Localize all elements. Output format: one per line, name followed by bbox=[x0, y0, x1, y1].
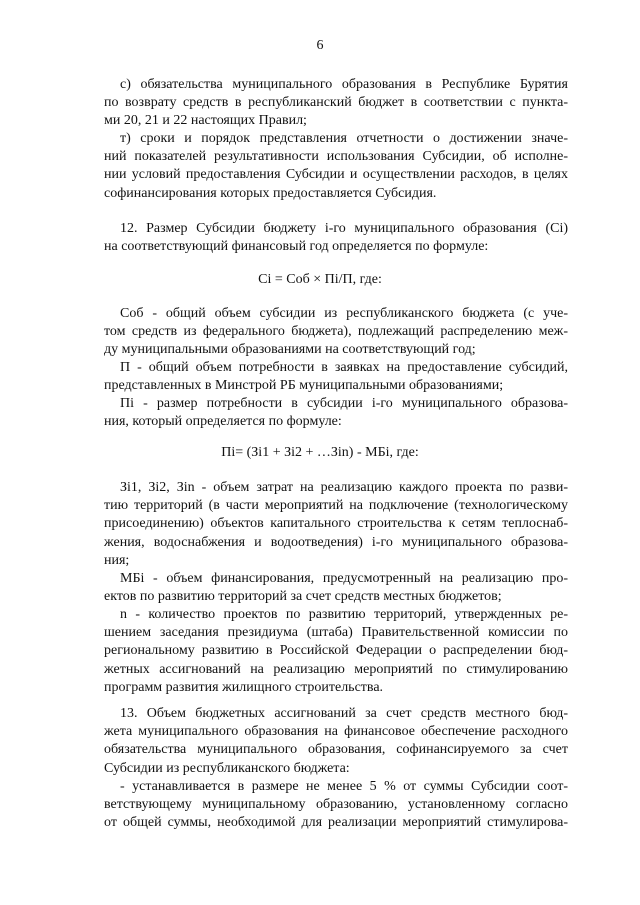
text-line: на соответствующий финансовый год определяется по формуле: bbox=[104, 239, 489, 255]
text-line: Субсидии из республиканского бюджета: bbox=[104, 760, 350, 776]
text-line: ний показателей результативности использования Субсидии, об исполне- bbox=[104, 149, 568, 165]
paragraph-section-12 bbox=[104, 220, 568, 256]
text-line: обязательства муниципального образования, софинансируемого за счет bbox=[104, 742, 568, 758]
page-number: 6 bbox=[316, 38, 324, 53]
text-line: шением заседания президиума (штаба) Правительственной комиссии по bbox=[104, 625, 568, 641]
text-line: региональному развитию в Российской Федерации о распределении бюд- bbox=[104, 643, 568, 659]
paragraph-section-13-bullet bbox=[104, 778, 568, 833]
text-line: нии условий предоставления Субсидии и осуществлении расходов, в целях bbox=[104, 167, 568, 183]
text-line: ми 20, 21 и 22 настоящих Правил; bbox=[104, 113, 307, 129]
definition-pi bbox=[104, 395, 568, 431]
formula-ci: Ci = Соб × Пi/П, где: bbox=[258, 272, 382, 287]
definition-n bbox=[104, 606, 568, 697]
text-line: 13. Объем бюджетных ассигнований за счет средств местного бюд- bbox=[120, 706, 568, 721]
text-line: жения, водоснабжения и водоотведения) i-го муниципального образова- bbox=[104, 534, 568, 550]
text-line: присоединению) объектов капитального строительства к сетям теплоснаб- bbox=[104, 516, 568, 532]
definition-p bbox=[104, 359, 568, 395]
text-line: т) сроки и порядок представления отчетности о достижении значе- bbox=[120, 131, 568, 146]
text-line: Пi - размер потребности в субсидии i-го муниципального образова- bbox=[120, 396, 568, 411]
text-line: программ развития жилищного строительства. bbox=[104, 679, 384, 695]
text-line: 12. Размер Субсидии бюджету i-го муниципального образования (Ci) bbox=[120, 221, 568, 236]
text-line: - устанавливается в размере не менее 5 % от суммы Субсидии соот- bbox=[120, 779, 568, 794]
text-line: ния, который определяется по формуле: bbox=[104, 414, 342, 430]
definition-sob bbox=[104, 305, 568, 360]
text-line: ветствующему муниципальному образованию, установленному согласно bbox=[104, 797, 568, 813]
paragraph-item-c bbox=[104, 76, 568, 131]
definition-mbi bbox=[104, 570, 568, 606]
text-line: П - общий объем потребности в заявках на предоставление субсидий, bbox=[120, 360, 568, 375]
paragraph-item-t bbox=[104, 130, 568, 203]
text-line: Зi1, Зi2, Зin - объем затрат на реализацию каждого проекта по разви- bbox=[120, 480, 568, 495]
text-line: Соб - общий объем субсидии из республиканского бюджета (с уче- bbox=[120, 306, 568, 321]
text-line: ду муниципальными образованиями на соответствующий год; bbox=[104, 342, 476, 358]
text-line: с) обязательства муниципального образования в Республике Бурятия bbox=[120, 77, 568, 92]
text-line: тию территорий (в части мероприятий на подключение (технологическому bbox=[104, 498, 568, 514]
text-line: ектов по развитию территорий за счет средств местных бюджетов; bbox=[104, 589, 502, 605]
text-line: том средств из федерального бюджета), подлежащий распределению меж- bbox=[104, 324, 568, 340]
paragraph-section-13 bbox=[104, 705, 568, 778]
text-line: жетных ассигнований на реализацию мероприятий по стимулированию bbox=[104, 661, 568, 677]
text-line: от общей суммы, необходимой для реализации мероприятий стимулирова- bbox=[104, 815, 568, 831]
definition-zi bbox=[104, 479, 568, 570]
text-line: n - количество проектов по развитию территорий, утвержденных ре- bbox=[120, 607, 568, 622]
text-line: ния; bbox=[104, 552, 130, 568]
text-line: МБi - объем финансирования, предусмотренный на реализацию про- bbox=[120, 571, 568, 586]
formula-pi: Пi= (Зi1 + Зi2 + …Зin) - МБi, где: bbox=[221, 445, 419, 460]
text-line: представленных в Минстрой РБ муниципальными образованиями; bbox=[104, 378, 504, 394]
text-line: жета муниципального образования на финансовое обеспечение расходного bbox=[104, 724, 568, 740]
text-line: софинансирования которых предоставляется Субсидия. bbox=[104, 185, 437, 201]
text-line: по возврату средств в республиканский бюджет в соответствии с пункта- bbox=[104, 95, 568, 111]
